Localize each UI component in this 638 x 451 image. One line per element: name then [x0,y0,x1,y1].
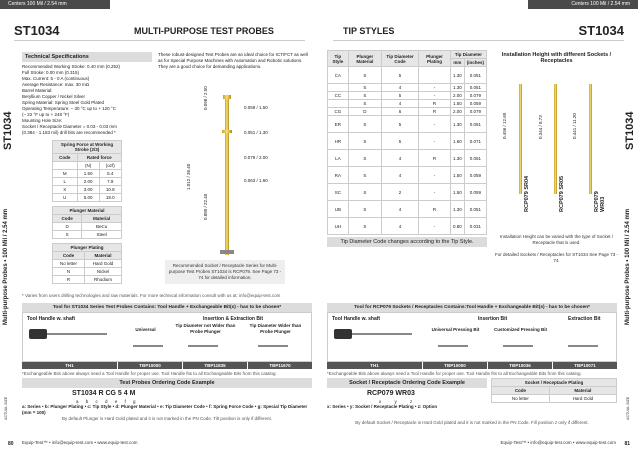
spec-line: Full Stroke: 0.00 mm (0.315) [22,70,80,75]
intro-text: These robust-designed Test Probes are an ideal choice for ICT/FCT as well as for Special Purpose Machines with Automation and Robotic solutions. They are a good choice for demanding applications. [158,52,308,69]
table-header: Material [84,252,121,260]
table-row: R Rhodium [53,276,122,284]
recommend-box: Recommended Socket / Receptacle Series for Multi-purpose Test Probes ST1034 is RCP079. See Page 73 - 74 for detailed information. [165,260,285,284]
tool-codes [327,362,617,369]
ordering-note: By default Socket / Receptacle is Hard Gold plated and it is not marked in the PN Code. Fill position z only if different. [355,420,589,425]
tools-note: *Exchangeable Bits above always need a Tool Handle for proper use. Tool Handle fits to all Exchangeable Bits from this catalog. [22,371,277,376]
bit-image [188,345,218,347]
tool-shaft-image [352,333,412,335]
tool-codes [22,362,312,369]
spec-line: Beryllium Copper / Nickel Silver [22,94,86,99]
footer: Equip-Test™ • info@equip-test.com • www.equip-test.com [500,440,616,445]
install-drawing [494,64,619,214]
page-header [333,23,624,41]
table-row: ER S 5 - 1.30 0.051 [328,116,487,133]
table-title: Plunger Material [53,207,122,215]
spec-line: (0.384 - 1.183 mil) drill bits are recommended * [22,130,116,135]
ordering-code: RCP079 WR03 [367,390,415,397]
tools-section [22,303,312,377]
insertion-bit-label: Insertion Bit [478,316,508,322]
spec-list [22,64,152,136]
ordering-letters: a b c d e f g [76,399,139,404]
table-row: CA S 5 1.30 0.051 [328,67,487,84]
table-header: Code [53,154,78,162]
table-row: M 1.50 5.4 [53,170,122,178]
dim-label: 0.059 / 1.50 [244,105,268,110]
ordering-section [327,378,487,410]
spec-line: Barrel Material: [22,88,53,93]
table-row: SC S 2 - 1.50 0.059 [328,184,487,201]
tool-code: TH1 [22,362,117,369]
dim-label: 0.051 / 1.30 [244,130,268,135]
table-header: Rated force [77,154,121,162]
tool-col-2: Tip Diameter not Wider than Probe Plunger [175,323,236,334]
table-header: (inches) [464,59,486,67]
table-header: Code [53,252,85,260]
tool-code: TBP10036 [487,362,552,369]
bit-image [503,345,533,347]
plunger-material-table [52,206,122,239]
socket-label: RCP079 SR05 [559,175,565,212]
page-title: TIP STYLES [343,26,395,36]
bit-image [258,345,288,347]
dim-label: 1.012 / 36.40 [186,163,191,190]
tool-col-3: Tip Diameter Wider than Probe Plunger [249,323,302,334]
table-row: S 4 - 1.30 0.051 [328,84,487,92]
tool-code: TBP10000 [117,362,182,369]
table-header: Tip Diameter Code [381,51,418,67]
ordering-legend: a: Series • b: Plunger Plating • c: Tip Style • d: Plunger Material • e: Tip Diameter Code • f: Spring Force Code • g: Special Tip Diameter (mm = 100) [22,404,308,415]
table-row: HR S 5 - 1.60 0.071 [328,133,487,150]
table-header: Code [53,215,82,223]
table-row: X 3.00 10.8 [53,186,122,194]
tip-styles [327,50,487,247]
dim-label: 0.344 / 8.73 [538,115,543,139]
probe-collar [222,130,232,133]
top-bar: Centers 100 Mil / 2.54 mm [528,0,638,9]
sidebar-text: Multi-purpose Probes • 100 Mil / 2.54 mm [625,208,631,325]
socket-image [554,84,557,194]
table-row: No letter Hard Gold [53,260,122,268]
spec-line: (– 22 °F up to + 248 °F) [22,112,70,117]
table-header: Tip Style [328,51,349,67]
actual-size-label: ACTUAL SIZE [4,396,8,420]
ordering-title: Test Probes Ordering Code Example [22,378,312,388]
tool-col-universal: Universal [135,327,156,332]
ordering-letters: x y z [379,399,419,404]
spec-line: Max. Current: 5 - 0 A (continuous) [22,76,90,81]
spec-line: Socket / Receptacle Diameter = 0.03 - 0.03 mm [22,124,117,129]
spring-force-table [52,140,122,202]
tool-handle-image[interactable] [29,329,47,339]
dim-label: 0.063 / 1.60 [244,178,268,183]
ordering-code: ST1034 R CG 5 4 M [72,390,136,397]
table-header: Material [549,387,616,395]
table-row: No letter Hard Gold [492,395,617,403]
tool-shaft-image [47,333,107,335]
table-title: Socket / Receptacle Plating [492,379,617,387]
table-row: L 2.00 7.9 [53,178,122,186]
page-header [14,23,305,41]
dim-label: 0.098 / 2.50 [203,86,208,110]
probe-base [220,250,234,254]
spec-line: Recommended Working Stroke: 0.40 mm (0.252) [22,64,120,69]
bit-image [133,345,163,347]
table-header: Plunger Plating [419,51,451,67]
tools-title: Tool for ST1034 Series Test Probes Contains: Tool Handle + Exchangeable Bit(s) - has to be chosen* [22,303,312,312]
plunger-plating-table [52,243,122,284]
spec-line: Spring Material: Spring Steel Gold Plated [22,100,105,105]
socket-image [589,84,592,194]
table-header: Material [82,215,122,223]
table-header: Plunger Material [348,51,381,67]
socket-image [519,84,522,194]
sidebar-code: ST1034 [2,111,14,150]
socket-label: RCP079 SR04 [524,175,530,212]
tool-code: TBP11835 [182,362,247,369]
page-number: 81 [624,441,630,447]
spec-line: Mounting Hole Size: [22,118,63,123]
right-page [319,0,638,451]
tool-col-universal: Universal Pressing Bit [431,327,480,332]
spec-line: Operating Temperature: – 30 °C up to + 120 °C [22,106,116,111]
sidebar [2,80,14,420]
probe-image [225,95,229,255]
ordering-section [22,378,312,422]
ordering-legend: x: Series • y: Socket / Receptacle Plating • z: Option [327,404,438,409]
tools-note: *Exchangeable Bits above always need a Tool Handle for proper use. Tool Handle fits to all Exchangeable Bits from this catalog. [327,371,582,376]
table-row: D BeCu [53,223,122,231]
dim-label: 0.880 / 22.40 [203,193,208,220]
dim-label: 0.496 / 12.60 [502,112,507,139]
tool-code: TBP10071 [552,362,617,369]
tool-code: TBP10000 [422,362,487,369]
table-row: RA S 4 - 1.50 0.059 [328,167,487,184]
bit-image [438,345,468,347]
tech-spec-title: Technical Specifications [22,52,152,62]
dim-label: 0.079 / 2.00 [244,155,268,160]
tool-handle-image[interactable] [334,329,352,339]
table-title: Spring Force at Working Stroke (2/3) [53,141,122,154]
tool-code: TBP11670 [247,362,312,369]
page-code: ST1034 [14,23,60,38]
actual-size-label: ACTUAL SIZE [626,396,630,420]
table-cell: (ozf) [99,162,121,170]
dim-label: 0.441 / 11.20 [572,113,577,139]
table-header: mm [450,59,464,67]
table-row: LA S 4 R 1.30 0.051 [328,150,487,167]
spec-line: Average Resistance: max. 30 mΩ [22,82,90,87]
tip-table-footer: Tip Diameter Code changes according to the Tip Style. [327,237,487,247]
tip-table [327,50,487,235]
extraction-bit-label: Extraction Bit [568,316,601,322]
ordering-title: Socket / Receptacle Ordering Code Example [327,378,487,388]
table-header: Tip Diameter [450,51,486,59]
table-cell: (N) [77,162,99,170]
plating-table [491,378,617,403]
sidebar-code: ST1034 [624,111,636,150]
top-bar: Centers 100 Mil / 2.54 mm [0,0,110,9]
install-note: For detailed Sockets / Receptacles for ST1034 See Page 73 - 74. [494,252,619,263]
table-header: Code [492,387,550,395]
table-row: UH S 4 - 0.80 0.031 [328,218,487,235]
tools-title: Tool for RCP079 Sockets / Receptacles Contains:Tool Handle + Exchangeable Bit(s) - has to be chosen* [327,303,617,312]
tools-panel [327,312,617,362]
tool-code: TH1 [327,362,422,369]
table-row: S Steel [53,231,122,239]
table-row: S 4 R 1.50 0.059 [328,100,487,108]
table-title: Plunger Plating [53,244,122,252]
tools-panel [22,312,312,362]
tech-spec [22,52,152,284]
probe-tip [223,95,231,99]
table-row: N Nickel [53,268,122,276]
install-title: Installation Height with different Sockets / Receptacles [501,52,612,64]
tool-handle-label: Tool Handle w. shaft [332,316,381,322]
sidebar-text: Multi-purpose Probes • 100 Mil / 2.54 mm [3,208,9,325]
socket-label: RCP079 WR03 [594,191,606,212]
table-row: U 5.00 18.0 [53,194,122,202]
ordering-note: By default Plunger is Hard Gold plated and it is not marked in the PN Code. Tilt position is only if different. [61,416,273,421]
tools-section [327,303,617,377]
bit-image [568,345,598,347]
page-code: ST1034 [578,23,624,38]
page-title: MULTI-PURPOSE TEST PROBES [134,26,274,36]
footnote: * Varies from users drilling technologies and raw materials. For more technical information consult with us at: info@equip-test.com [22,293,281,298]
install-note: Installation Height can be varied with the type of Socket / Receptacle that is used. [499,234,614,245]
footer: Equip-Test™ • info@equip-test.com • www.equip-test.com [22,440,138,445]
tool-handle-label: Tool Handle w. shaft [27,316,76,322]
table-row: UB S 4 R 1.30 0.051 [328,201,487,218]
page-number: 80 [8,441,14,447]
table-row: CG D 6 R 2.00 0.079 [328,108,487,116]
tool-col-custom: Customized Pressing Bit [493,327,547,332]
bit-label: Insertion & Extraction Bit [203,316,264,322]
sidebar [624,80,636,420]
table-row: CC S 5 - 2.00 0.079 [328,92,487,100]
installation-section [494,52,619,264]
